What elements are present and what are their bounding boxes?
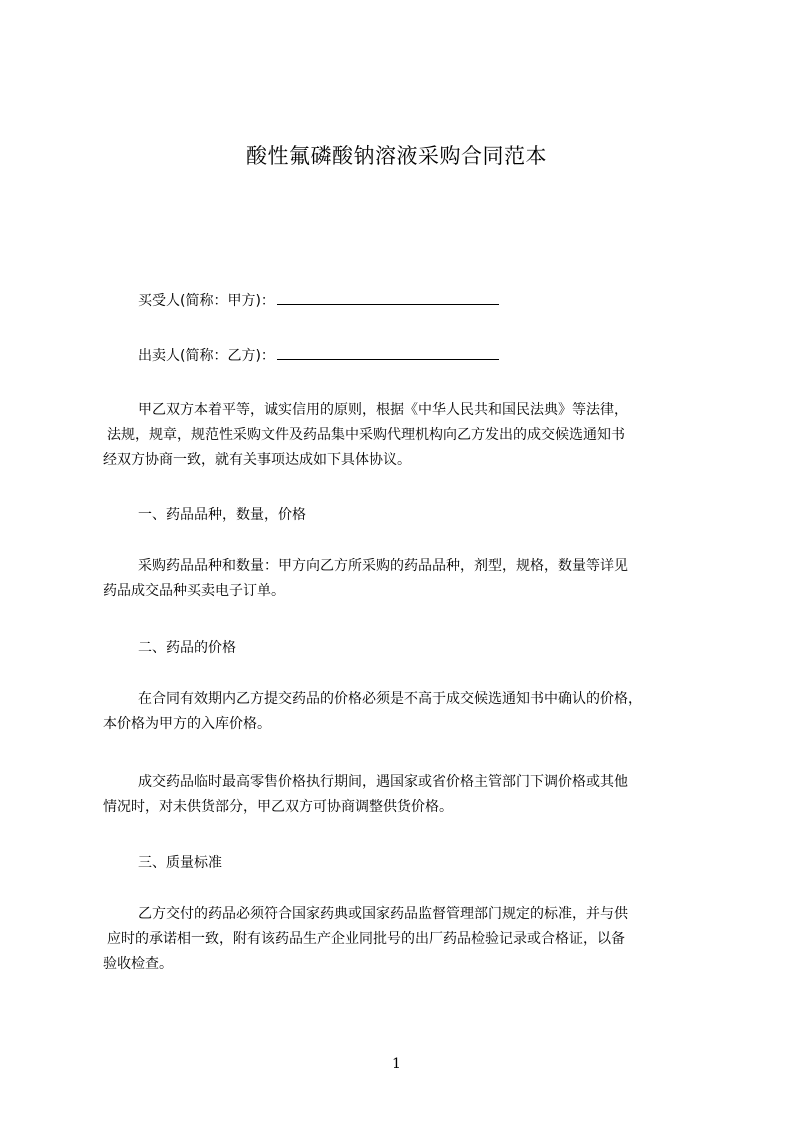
section2-paragraph-1 <box>103 687 703 737</box>
section1-line: 药品成交品种买卖电子订单。 <box>103 583 285 599</box>
seller-field <box>138 345 499 366</box>
section1-paragraph <box>103 554 703 604</box>
section-heading-3: 三、质量标准 <box>138 855 222 871</box>
intro-line: 经双方协商一致，就有关事项达成如下具体协议。 <box>103 452 411 468</box>
section2-line: 成交药品临时最高零售价格执行期间，遇国家或省价格主管部门下调价格或其他 <box>138 774 628 790</box>
seller-label: 出卖人(简称：乙方)： <box>138 348 275 364</box>
intro-line: 甲乙双方本着平等，诚实信用的原则，根据《中华人民共和国民法典》等法律， <box>138 402 628 418</box>
buyer-blank-line <box>277 290 499 305</box>
section-heading-1: 一、药品品种，数量，价格 <box>138 507 306 523</box>
section3-line: 应时的承诺相一致，附有该药品生产企业同批号的出厂药品检验记录或合格证，以备 <box>107 931 625 947</box>
buyer-label: 买受人(简称：甲方)： <box>138 293 275 309</box>
intro-paragraph <box>103 398 703 473</box>
page-number: 1 <box>392 1056 401 1072</box>
section2-paragraph-2 <box>103 770 703 820</box>
section-heading-2: 二、药品的价格 <box>138 640 236 656</box>
section2-line: 本价格为甲方的入库价格。 <box>103 716 271 732</box>
buyer-field <box>138 290 499 311</box>
seller-blank-line <box>277 345 499 360</box>
section2-line: 在合同有效期内乙方提交药品的价格必须是不高于成交候选通知书中确认的价格， <box>138 691 642 707</box>
intro-line: 法规，规章，规范性采购文件及药品集中采购代理机构向乙方发出的成交候选通知书 <box>107 427 625 443</box>
section3-line: 乙方交付的药品必须符合国家药典或国家药品监督管理部门规定的标准，并与供 <box>138 906 628 922</box>
section3-paragraph <box>103 902 703 977</box>
section2-line: 情况时，对未供货部分，甲乙双方可协商调整供货价格。 <box>103 799 453 815</box>
section1-line: 采购药品品种和数量：甲方向乙方所采购的药品品种，剂型，规格，数量等详见 <box>138 558 628 574</box>
section3-line: 验收检查。 <box>103 956 173 972</box>
document-title: 酸性氟磷酸钠溶液采购合同范本 <box>246 144 547 168</box>
